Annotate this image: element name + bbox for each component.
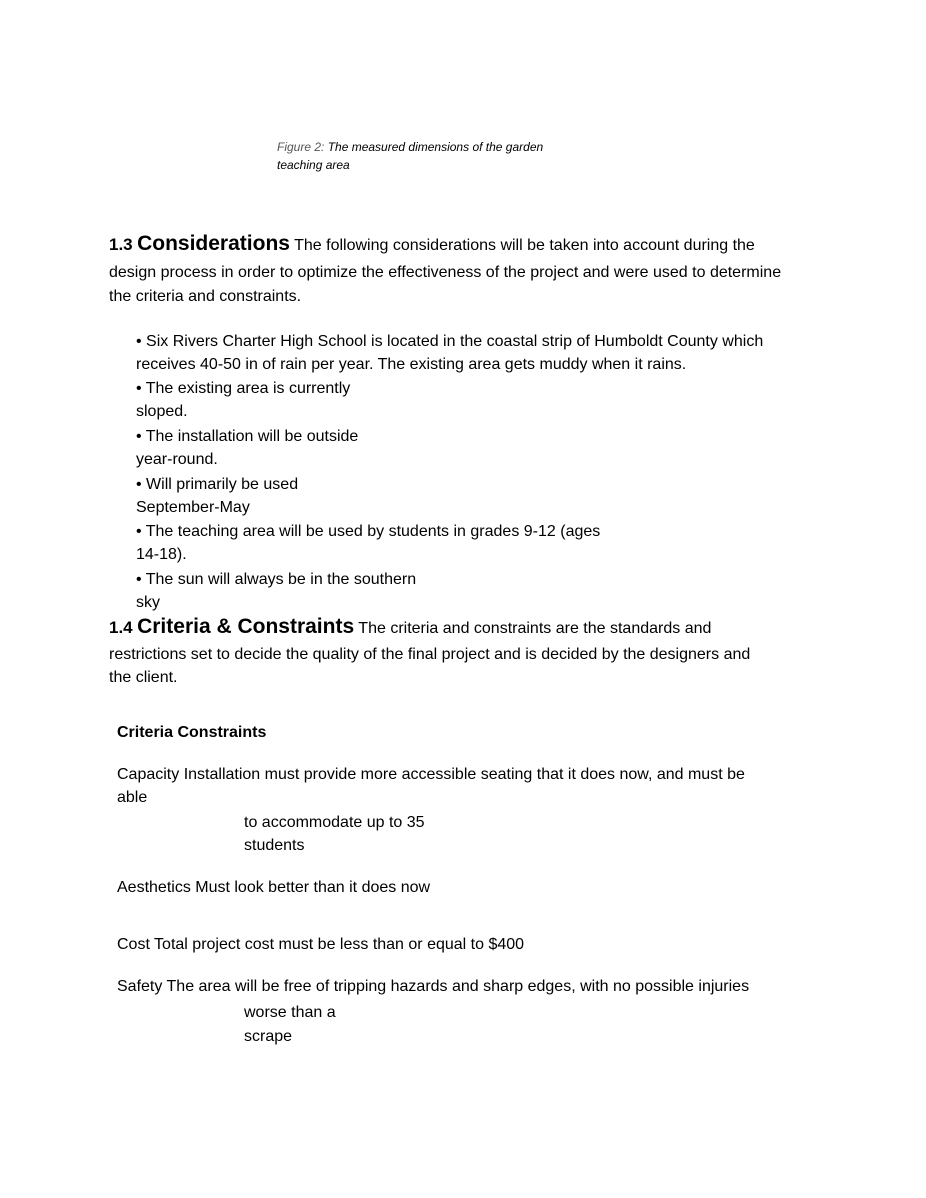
section-14-intro-line3: the client. [109,669,178,686]
section-14-heading-line [109,615,711,641]
section-13-intro-line2: design process in order to optimize the effectiveness of the project and were used to determine [109,264,782,281]
bullet-5-line2: 14-18). [136,546,187,563]
bullet-3-line2: year-round. [136,451,218,468]
bullet-2-line1: • The existing area is currently [136,380,351,397]
section-14-number: 1.4 [109,618,133,637]
criteria-capacity-line3: to accommodate up to 35 [244,814,425,831]
figure-caption-text-line1: The measured dimensions of the garden [327,140,544,154]
criteria-capacity-line4: students [244,837,305,854]
bullet-5-line1: • The teaching area will be used by students in grades 9-12 (ages [136,523,601,540]
criteria-aesthetics: Aesthetics Must look better than it does now [117,879,431,896]
criteria-capacity-line1: Capacity Installation must provide more accessible seating that it does now, and must be [117,766,745,783]
bullet-2-line2: sloped. [136,403,188,420]
criteria-table-header: Criteria Constraints [117,724,267,741]
section-14-intro-line2: restrictions set to decide the quality of the final project and is decided by the designers and [109,646,751,663]
figure-label: Figure 2: [277,140,325,154]
criteria-cost: Cost Total project cost must be less than or equal to $400 [117,936,525,953]
criteria-capacity-line2: able [117,789,148,806]
section-13-title: Considerations [137,232,290,255]
criteria-safety-line3: worse than a [244,1004,336,1021]
criteria-safety-line1: Safety The area will be free of tripping hazards and sharp edges, with no possible injuries [117,978,750,995]
bullet-6-line1: • The sun will always be in the southern [136,571,417,588]
section-13-number: 1.3 [109,235,133,254]
section-13-intro-line3: the criteria and constraints. [109,288,302,305]
criteria-safety-line4: scrape [244,1028,293,1045]
bullet-3-line1: • The installation will be outside [136,428,359,445]
bullet-4-line1: • Will primarily be used [136,476,299,493]
section-14-title: Criteria & Constraints [137,615,355,638]
section-13-intro-line1: The following considerations will be taken into account during the [294,237,755,254]
figure-caption-line2: teaching area [277,158,350,172]
section-13-heading-line [109,232,755,258]
bullet-1-line1: • Six Rivers Charter High School is located in the coastal strip of Humboldt County which [136,333,764,350]
bullet-1-line2: receives 40-50 in of rain per year. The existing area gets muddy when it rains. [136,356,687,373]
section-14-intro-line1: The criteria and constraints are the standards and [358,620,712,637]
bullet-4-line2: September-May [136,499,250,516]
figure-caption [277,138,543,156]
bullet-6-line2: sky [136,594,160,611]
